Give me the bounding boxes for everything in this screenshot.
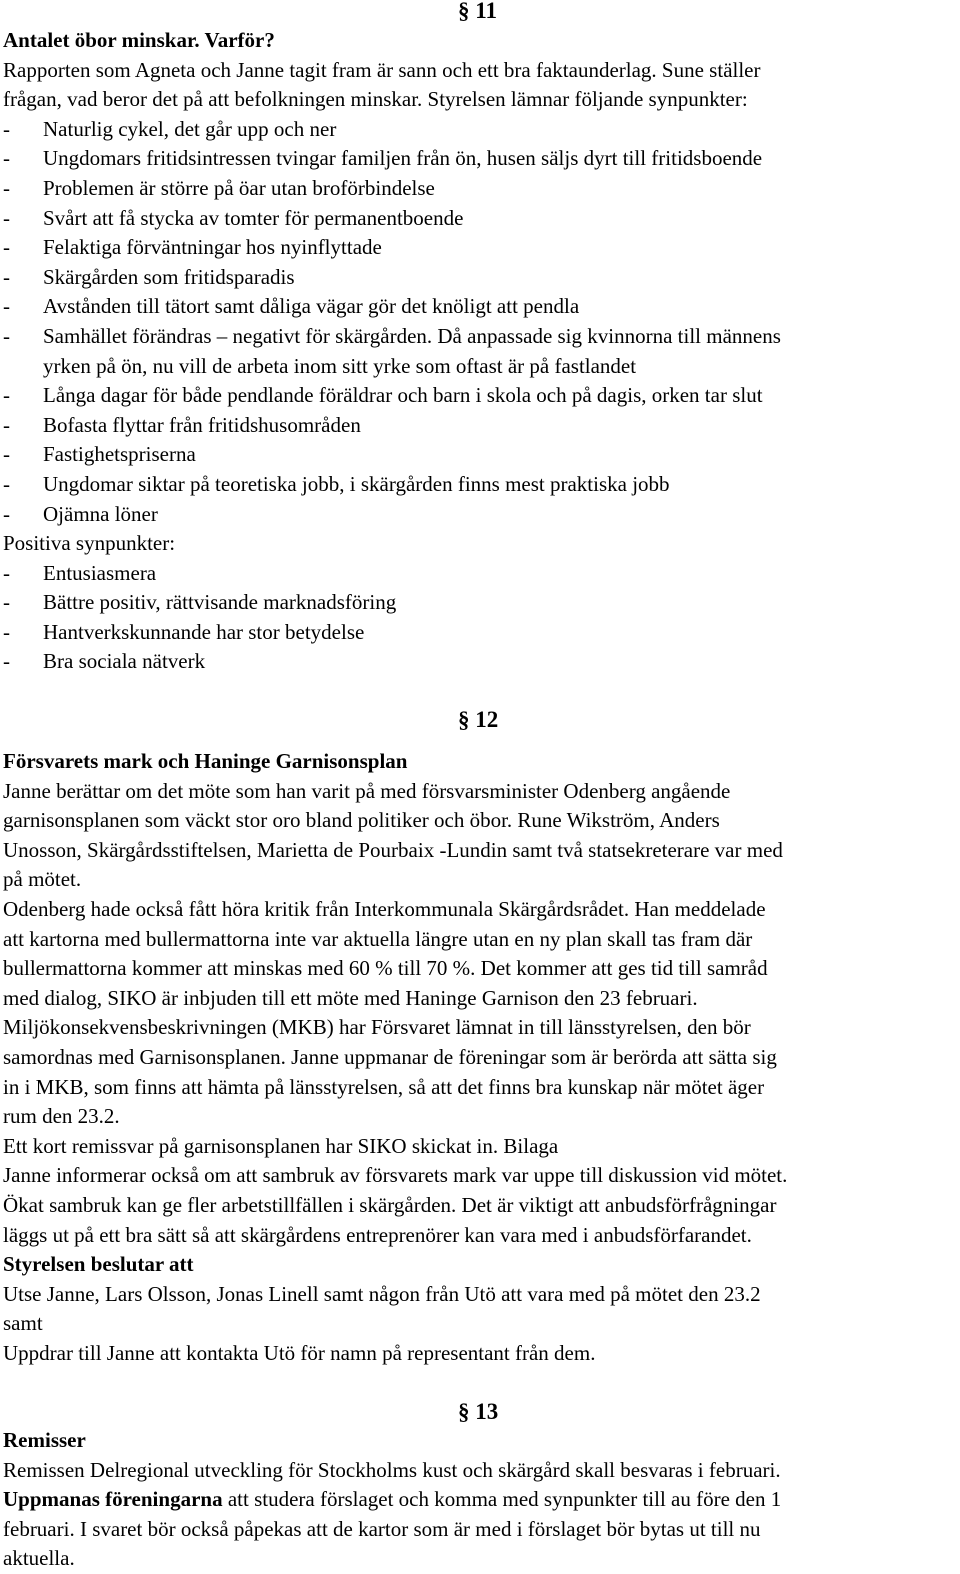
section-11-intro-line: Rapporten som Agneta och Janne tagit fram är sann och ett bra faktaunderlag. Sune ställer: [3, 57, 761, 82]
paragraph-line: Janne informerar också om att sambruk av försvarets mark var uppe till diskussion vid mötet.: [3, 1163, 788, 1188]
paragraph-line: Remissen Delregional utveckling för Stockholms kust och skärgård skall besvaras i februari.: [3, 1457, 781, 1482]
line-text: att studera förslaget och komma med synpunkter till au före den 1: [222, 1487, 782, 1512]
paragraph-line: Unosson, Skärgårdsstiftelsen, Marietta de Pourbaix -Lundin samt två statsekreterare var med: [3, 837, 783, 862]
list-item: - Svårt att få stycka av tomter för permanentboende: [3, 205, 464, 230]
paragraph-line: bullermattorna kommer att minskas med 60 % till 70 %. Det kommer att ges tid till samråd: [3, 956, 768, 981]
list-item: - Avstånden till tätort samt dåliga vägar gör det knöligt att pendla: [3, 294, 580, 319]
paragraph-line: Odenberg hade också fått höra kritik från Interkommunala Skärgårdsrådet. Han meddelade: [3, 896, 766, 921]
decision-heading: Styrelsen beslutar att: [3, 1252, 194, 1277]
paragraph-line: februari. I svaret bör också påpekas att de kartor som är med i förslaget bör bytas ut till nu: [3, 1516, 761, 1541]
list-item: - Samhället förändras – negativt för skärgården. Då anpassade sig kvinnorna till männens: [3, 323, 781, 348]
positive-heading: Positiva synpunkter:: [3, 531, 176, 556]
section-12-heading: Försvarets mark och Haninge Garnisonsplan: [3, 749, 408, 773]
list-item: - Entusiasmera: [3, 560, 157, 585]
list-item: - Ungdomar siktar på teoretiska jobb, i skärgården finns mest praktiska jobb: [3, 471, 670, 496]
paragraph-line: samordnas med Garnisonsplanen. Janne uppmanar de föreningar som är berörda att sätta sig: [3, 1044, 777, 1069]
decision-line: Utse Janne, Lars Olsson, Jonas Linell samt någon från Utö att vara med på mötet den 23.2: [3, 1281, 761, 1306]
bold-phrase: Uppmanas föreningarna: [3, 1487, 223, 1512]
paragraph-line: Ett kort remissvar på garnisonsplanen har SIKO skickat in. Bilaga: [3, 1133, 559, 1158]
paragraph-line: aktuella.: [3, 1546, 75, 1571]
section-13-heading: Remisser: [3, 1428, 86, 1452]
list-item: - Hantverkskunnande har stor betydelse: [3, 619, 365, 644]
paragraph-line: på mötet.: [3, 867, 82, 892]
paragraph-line: Miljökonsekvensbeskrivningen (MKB) har Försvaret lämnat in till länsstyrelsen, den bör: [3, 1015, 751, 1040]
section-11: [3, 26, 781, 677]
list-item: - Ungdomars fritidsintressen tvingar familjen från ön, husen säljs dyrt till fritidsboende: [3, 146, 763, 171]
paragraph-line: läggs ut på ett bra sätt så att skärgårdens entreprenörer kan vara med i anbudsförfarandet.: [3, 1222, 752, 1247]
section-12-marker: § 12: [458, 707, 499, 732]
list-item: - Naturlig cykel, det går upp och ner: [3, 116, 337, 141]
decision-line: Uppdrar till Janne att kontakta Utö för namn på representant från dem.: [3, 1340, 596, 1365]
section-13-marker: § 13: [458, 1399, 499, 1424]
section-11-marker: § 11: [458, 0, 497, 23]
paragraph-line: garnisonsplanen som väckt stor oro bland politiker och öbor. Rune Wikström, Anders: [3, 808, 720, 833]
paragraph-line: med dialog, SIKO är inbjuden till ett möte med Haninge Garnison den 23 februari.: [3, 985, 698, 1010]
paragraph-line: in i MKB, som finns att hämta på länsstyrelsen, så att det finns bra kunskap när mötet äger: [3, 1074, 765, 1099]
section-13: [3, 1426, 781, 1574]
list-item: - Problemen är större på öar utan broförbindelse: [3, 175, 435, 200]
list-item-continuation: yrken på ön, nu vill de arbeta inom sitt yrke som oftast är på fastlandet: [43, 353, 637, 378]
negative-list: [3, 115, 781, 529]
section-11-heading: Antalet öbor minskar. Varför?: [3, 28, 275, 52]
section-12: [3, 747, 787, 1368]
paragraph-line: rum den 23.2.: [3, 1104, 120, 1129]
list-item: - Bofasta flyttar från fritidshusområden: [3, 412, 361, 437]
paragraph-line: Ökat sambruk kan ge fler arbetstillfällen i skärgården. Det är viktigt att anbudsförfrågningar: [3, 1192, 777, 1217]
list-item: - Fastighetspriserna: [3, 442, 196, 467]
list-item: - Skärgården som fritidsparadis: [3, 264, 295, 289]
positive-list: [3, 559, 781, 677]
list-item: - Ojämna löner: [3, 501, 158, 526]
list-item: - Felaktiga förväntningar hos nyinflyttade: [3, 235, 382, 260]
paragraph-line: Janne berättar om det möte som han varit på med försvarsminister Odenberg angående: [3, 778, 731, 803]
section-11-intro-line: frågan, vad beror det på att befolkningen minskar. Styrelsen lämnar följande synpunkter:: [3, 87, 748, 112]
list-item: - Långa dagar för både pendlande föräldrar och barn i skola och på dagis, orken tar slut: [3, 383, 763, 408]
decision-line: samt: [3, 1311, 43, 1336]
list-item: - Bra sociala nätverk: [3, 649, 206, 674]
paragraph-line: att kartorna med bullermattorna inte var aktuella längre utan en ny plan skall tas fram där: [3, 926, 753, 951]
list-item: - Bättre positiv, rättvisande marknadsföring: [3, 590, 397, 615]
paragraph-line: [3, 1485, 781, 1515]
